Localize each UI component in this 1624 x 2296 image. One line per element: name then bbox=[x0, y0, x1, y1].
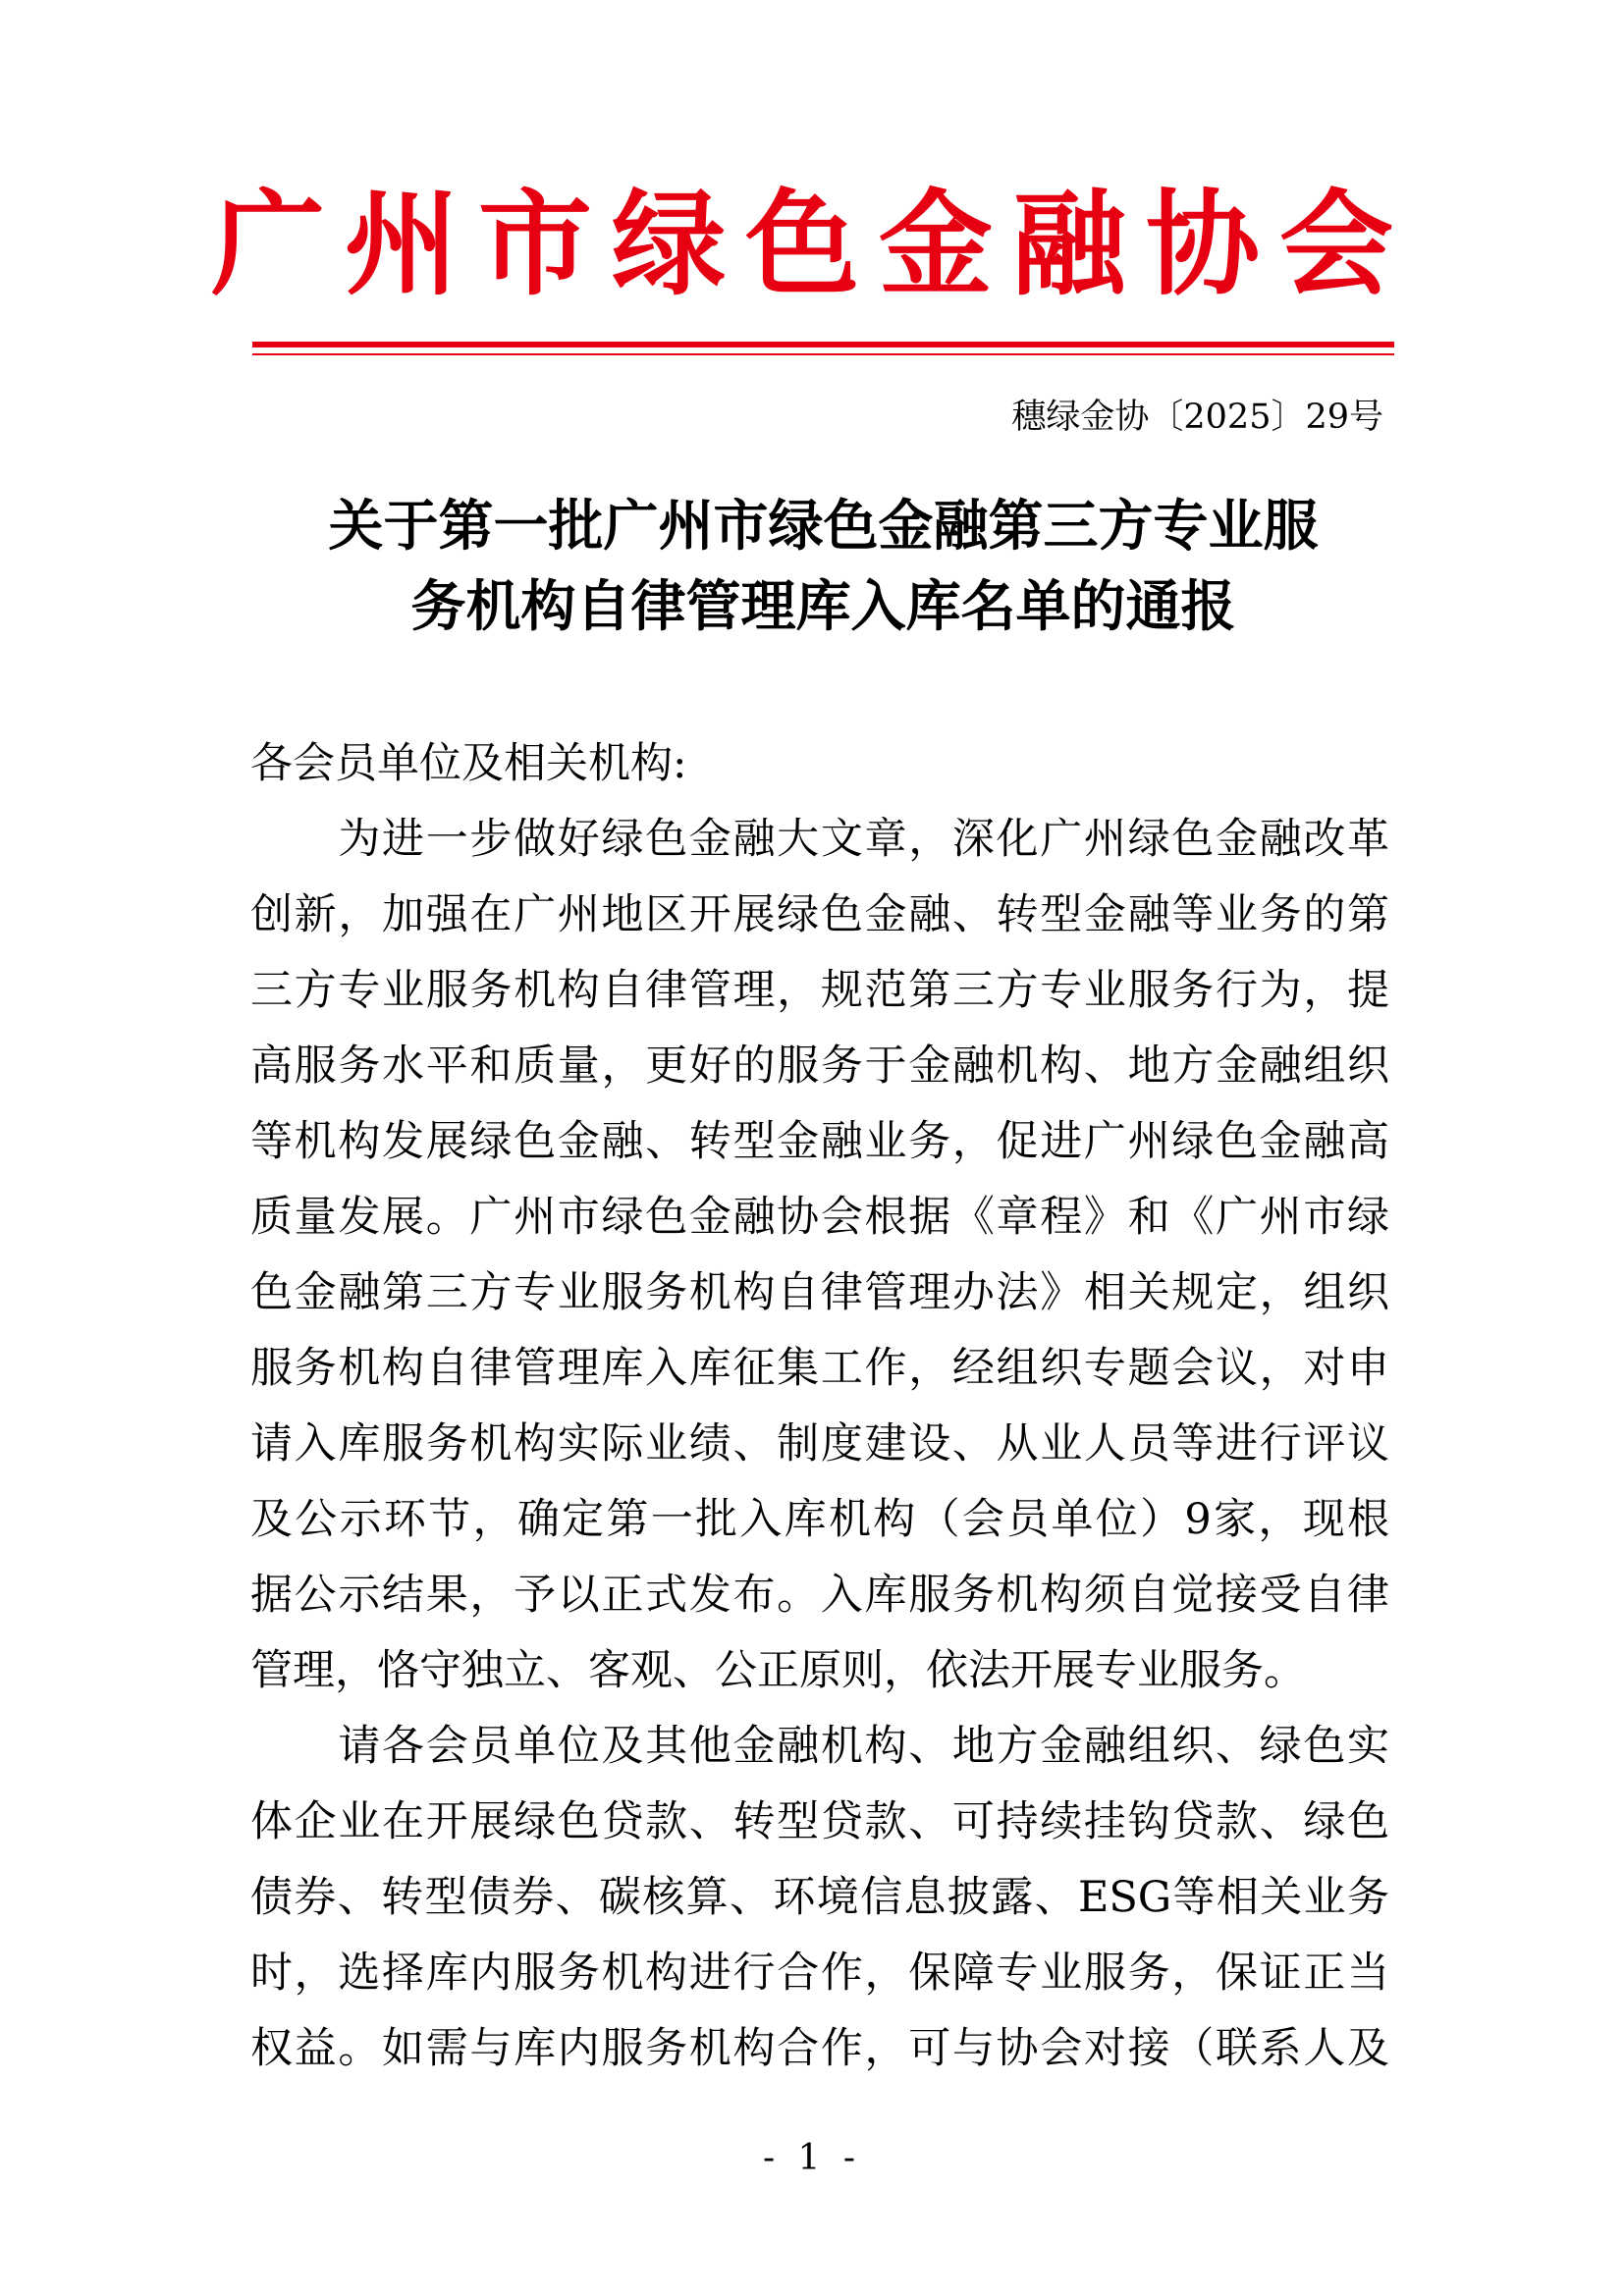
red-header-rule-thin bbox=[252, 353, 1394, 355]
document-body bbox=[250, 726, 1389, 2087]
document-title bbox=[252, 486, 1394, 647]
page-number: - 1 - bbox=[762, 2138, 862, 2178]
body-line: 权益。如需与库内服务机构合作，可与协会对接（联系人及 bbox=[250, 2024, 1389, 2073]
body-line: 体企业在开展绿色贷款、转型贷款、可持续挂钩贷款、绿色 bbox=[250, 1797, 1389, 1846]
body-line: 管理，恪守独立、客观、公正原则，依法开展专业服务。 bbox=[250, 1646, 1306, 1695]
body-line: 高服务水平和质量，更好的服务于金融机构、地方金融组织 bbox=[250, 1041, 1389, 1091]
body-line: 据公示结果，予以正式发布。入库服务机构须自觉接受自律 bbox=[250, 1571, 1389, 1620]
body-line: 为进一步做好绿色金融大文章，深化广州绿色金融改革 bbox=[250, 815, 1389, 864]
body-line: 质量发展。广州市绿色金融协会根据《章程》和《广州市绿 bbox=[250, 1193, 1389, 1242]
body-line: 服务机构自律管理库入库征集工作，经组织专题会议，对申 bbox=[250, 1344, 1389, 1393]
body-line: 及公示环节，确定第一批入库机构（会员单位）9家，现根 bbox=[250, 1495, 1389, 1544]
document-number: 穗绿金协〔2025〕29号 bbox=[1011, 398, 1383, 437]
document-title-line: 关于第一批广州市绿色金融第三方专业服 bbox=[328, 494, 1319, 559]
body-line: 时，选择库内服务机构进行合作，保障专业服务，保证正当 bbox=[250, 1949, 1389, 1998]
body-line: 请各会员单位及其他金融机构、地方金融组织、绿色实 bbox=[250, 1722, 1389, 1771]
body-line: 创新，加强在广州地区开展绿色金融、转型金融等业务的第 bbox=[250, 890, 1389, 939]
body-line: 债券、转型债券、碳核算、环境信息披露、ESG等相关业务 bbox=[250, 1873, 1389, 1922]
red-header-rule-thick bbox=[252, 342, 1394, 347]
document-title-line: 务机构自律管理库入库名单的通报 bbox=[410, 574, 1236, 639]
body-line: 三方专业服务机构自律管理，规范第三方专业服务行为，提 bbox=[250, 966, 1389, 1015]
body-line: 等机构发展绿色金融、转型金融业务，促进广州绿色金融高 bbox=[250, 1117, 1389, 1166]
organization-title: 广州市绿色金融协会 bbox=[211, 179, 1413, 311]
salutation: 各会员单位及相关机构: bbox=[250, 739, 687, 788]
body-line: 色金融第三方专业服务机构自律管理办法》相关规定，组织 bbox=[250, 1268, 1389, 1317]
body-line: 请入库服务机构实际业绩、制度建设、从业人员等进行评议 bbox=[250, 1419, 1389, 1468]
